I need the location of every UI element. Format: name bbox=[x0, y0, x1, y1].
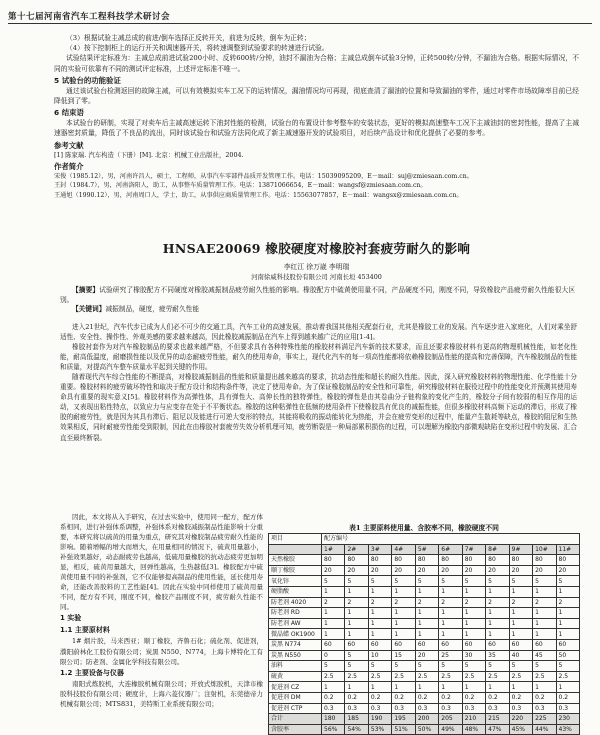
table-cell: 20 bbox=[415, 565, 438, 576]
table-cell: 2.5 bbox=[392, 671, 415, 682]
table-cell: 5 bbox=[368, 661, 391, 672]
table-cell: 1 bbox=[486, 618, 509, 629]
table-cell: 1 bbox=[462, 629, 485, 640]
author-3: 王通旭（1990.12），男，河南周口人，学士，助工，从事供应商质量管理工作。电话：15563077857，E－mail：wangsx@zmiesaan.com.cn。 bbox=[54, 191, 463, 199]
table-row bbox=[269, 629, 580, 640]
table-cell: 1 bbox=[345, 682, 368, 693]
table-cell: 0.2 bbox=[486, 692, 509, 703]
table-cell: 1 bbox=[345, 618, 368, 629]
table-cell: 5 bbox=[392, 661, 415, 672]
table-cell: 25 bbox=[439, 650, 462, 661]
table-column-header: 9# bbox=[509, 544, 532, 555]
table-cell: 5 bbox=[486, 661, 509, 672]
table-cell: 5 bbox=[556, 576, 579, 587]
table-cell: 1 bbox=[556, 608, 579, 619]
table-column-header: 7# bbox=[462, 544, 485, 555]
table-corner bbox=[269, 544, 322, 555]
table-cell: 1 bbox=[439, 618, 462, 629]
table-cell: 2 bbox=[486, 597, 509, 608]
table-cell: 1 bbox=[462, 682, 485, 693]
table-column-header: 5# bbox=[415, 544, 438, 555]
abstract-block bbox=[60, 286, 575, 315]
table-cell: 1 bbox=[533, 586, 556, 597]
table-cell: 20 bbox=[533, 565, 556, 576]
table-cell: 0 bbox=[322, 650, 345, 661]
table-cell: 1 bbox=[509, 586, 532, 597]
table-cell: 20 bbox=[368, 565, 391, 576]
table-cell: 60 bbox=[462, 639, 485, 650]
table-cell: 2.5 bbox=[509, 671, 532, 682]
table-cell: 1 bbox=[392, 629, 415, 640]
table-cell: 1 bbox=[556, 586, 579, 597]
table-cell: 43% bbox=[556, 724, 579, 735]
table-row bbox=[269, 650, 580, 661]
table-cell: 40 bbox=[509, 650, 532, 661]
table-column-header: 6# bbox=[439, 544, 462, 555]
header-rule bbox=[8, 23, 592, 24]
table-cell: 180 bbox=[322, 714, 345, 725]
body-paragraph: 进入21世纪，汽车代步已成为人们必不可少的交通工具，汽车工业的高速发展，推动着我国其他相关配套行业，尤其是橡胶工业的发展。汽车逐步进入家庭化，人们对乘坐舒适性、安全性、操作性、外观美感的要求越来越高，因此橡胶减振制品在汽车上得到越来越广泛的应用[1-4]。 bbox=[60, 323, 577, 342]
table-cell: 2 bbox=[439, 597, 462, 608]
table-cell: 2.5 bbox=[533, 671, 556, 682]
table-cell: 0.2 bbox=[509, 692, 532, 703]
table-cell: 10 bbox=[368, 650, 391, 661]
table-row-label: 防老剂 4020 bbox=[269, 597, 322, 608]
table-cell: 1 bbox=[486, 682, 509, 693]
table-row-label: 防老剂 AW bbox=[269, 618, 322, 629]
table-cell: 1 bbox=[415, 618, 438, 629]
table-row-label: 顺丁橡胶 bbox=[269, 565, 322, 576]
table-cell: 220 bbox=[509, 714, 532, 725]
table-row bbox=[269, 618, 580, 629]
table-cell: 1 bbox=[556, 629, 579, 640]
table-cell: 5 bbox=[439, 661, 462, 672]
table-cell: 1 bbox=[486, 629, 509, 640]
table-cell: 2.5 bbox=[439, 671, 462, 682]
table-row bbox=[269, 661, 580, 672]
table-cell: 50% bbox=[415, 724, 438, 735]
table-cell: 1 bbox=[392, 618, 415, 629]
table-cell: 5 bbox=[415, 576, 438, 587]
table-row bbox=[269, 639, 580, 650]
abstract-label: 【摘要】 bbox=[72, 286, 100, 294]
table-cell: 5 bbox=[556, 661, 579, 672]
table-row-label: 促进剂 DM bbox=[269, 692, 322, 703]
table-cell: 190 bbox=[368, 714, 391, 725]
table-cell: 1 bbox=[462, 618, 485, 629]
table-cell: 20 bbox=[345, 565, 368, 576]
table-cell: 35 bbox=[486, 650, 509, 661]
table-cell: 5 bbox=[509, 576, 532, 587]
table-cell: 2.5 bbox=[415, 671, 438, 682]
table-cell: 185 bbox=[345, 714, 368, 725]
table-cell: 5 bbox=[322, 661, 345, 672]
table-cell: 47% bbox=[486, 724, 509, 735]
table-cell: 215 bbox=[486, 714, 509, 725]
table-cell: 20 bbox=[509, 565, 532, 576]
table-cell: 60 bbox=[439, 639, 462, 650]
table-cell: 1 bbox=[486, 586, 509, 597]
criteria-text: 试验结果评定标准为：主减总成前进试验200小时、反转600转/分钟，油封不漏油为合格；主减总成倒车试验3分钟，正转500转/分钟，不漏油为合格。根据实际情况，不同的实验可依靠有不同的测试评定标准，上述评定标准不唯一。 bbox=[54, 54, 579, 73]
table-cell: 1 bbox=[556, 682, 579, 693]
table-body bbox=[269, 555, 580, 735]
table-cell: 5 bbox=[345, 650, 368, 661]
section-5-text: 通过该试验台检测返回的故障主减，可以有效模拟实车工况下的运转情况，漏油情况均可再现，彻底查清了漏油的位置和导致漏油的零件，通过对零件市场故障率目前已经降低到了零。 bbox=[54, 86, 579, 106]
table-column-header: 11# bbox=[556, 544, 579, 555]
table-row-label: 促进剂 CTP bbox=[269, 703, 322, 714]
table-cell: 230 bbox=[556, 714, 579, 725]
author-2: 王封（1984.7），男，河南洛阳人，助工，从事整车质量管理工作。电话：13871066654，E－mail：wangsf@zmiesaan.com.cn。 bbox=[54, 182, 427, 190]
journal-header: 第十七届河南省汽车工程科技学术研讨会 bbox=[8, 12, 171, 22]
reference-1: [1] 陈家瑞. 汽车构造（下册）[M]. 北京：机械工业出版社，2004. bbox=[54, 150, 244, 159]
table-cell: 48% bbox=[462, 724, 485, 735]
table-cell: 60 bbox=[509, 639, 532, 650]
table-cell: 20 bbox=[486, 565, 509, 576]
table-cell: 1 bbox=[345, 629, 368, 640]
table-cell: 1 bbox=[322, 586, 345, 597]
table-cell: 2 bbox=[392, 597, 415, 608]
table-row-label: 合计 bbox=[269, 714, 322, 725]
table-row-label: 促进剂 CZ bbox=[269, 682, 322, 693]
table-cell: 80 bbox=[322, 555, 345, 566]
table-cell: 2 bbox=[322, 597, 345, 608]
table-cell: 20 bbox=[392, 565, 415, 576]
authors-title: 作者简介 bbox=[54, 162, 84, 172]
table-cell: 53% bbox=[368, 724, 391, 735]
section-6-text: 本试验台的研制，实现了对卖车后主减高速运转下油封性能的检测，试验台的布置设计参考整车的安装状态，更好的模拟高速整车工况下主减油封的密封性能，提高了主减速器密封质量，降低了不良品的流出，同时该试验台和试验方法同化成了新主减速器开发的试验项目，对后续产品设计和优化提供了必要的参考。 bbox=[54, 119, 579, 138]
table-cell: 60 bbox=[345, 639, 368, 650]
table-cell: 0.3 bbox=[533, 703, 556, 714]
table-row bbox=[269, 597, 580, 608]
table-cell: 80 bbox=[486, 555, 509, 566]
table-cell: 20 bbox=[322, 565, 345, 576]
table-cell: 0.2 bbox=[439, 692, 462, 703]
table-cell: 0.3 bbox=[322, 703, 345, 714]
table-cell: 80 bbox=[533, 555, 556, 566]
table-cell: 0.2 bbox=[462, 692, 485, 703]
body-left-column bbox=[60, 512, 263, 709]
table-cell: 2.5 bbox=[368, 671, 391, 682]
table-cell: 54% bbox=[345, 724, 368, 735]
table-cell: 0.3 bbox=[439, 703, 462, 714]
table-column-header: 8# bbox=[486, 544, 509, 555]
table-row-label: 硬脂酸 bbox=[269, 586, 322, 597]
table-cell: 2 bbox=[345, 597, 368, 608]
table-row-label: 天然橡胶 bbox=[269, 555, 322, 566]
table-cell: 1 bbox=[368, 586, 391, 597]
table-cell: 60 bbox=[368, 639, 391, 650]
table-cell: 1 bbox=[392, 608, 415, 619]
table-cell: 1 bbox=[415, 608, 438, 619]
table-cell: 2 bbox=[368, 597, 391, 608]
table-cell: 1 bbox=[322, 618, 345, 629]
table-cell: 15 bbox=[392, 650, 415, 661]
table-cell: 1 bbox=[533, 682, 556, 693]
table-cell: 60 bbox=[533, 639, 556, 650]
table-cell: 1 bbox=[368, 618, 391, 629]
table-cell: 1 bbox=[439, 629, 462, 640]
table-cell: 5 bbox=[322, 576, 345, 587]
table-cell: 0.3 bbox=[392, 703, 415, 714]
table-cell: 20 bbox=[439, 565, 462, 576]
table-cell: 2.5 bbox=[345, 671, 368, 682]
table-cell: 0.2 bbox=[556, 692, 579, 703]
table-cell: 1 bbox=[368, 682, 391, 693]
table-cell: 60 bbox=[415, 639, 438, 650]
table-row-label: 氧化锌 bbox=[269, 576, 322, 587]
table-cell: 56% bbox=[322, 724, 345, 735]
table-cell: 1 bbox=[392, 682, 415, 693]
paper-affiliation: 河南徐威科技股份有限公司 河南长垣 453400 bbox=[251, 273, 382, 281]
table-cell: 5 bbox=[533, 661, 556, 672]
table-cell: 1 bbox=[415, 586, 438, 597]
table-cell: 60 bbox=[322, 639, 345, 650]
table-cell: 1 bbox=[439, 608, 462, 619]
table-cell: 0.2 bbox=[533, 692, 556, 703]
table-cell: 0.2 bbox=[368, 692, 391, 703]
table-header-group: 配方编号 bbox=[322, 534, 580, 545]
table-column-header: 2# bbox=[345, 544, 368, 555]
body-paragraph: 橡胶衬套作为对汽车橡胶制品的要求也越来越严格，不但要求具有各种特殊性能的橡胶材料满足汽车新的技术要求，而且还要求橡胶材料有更高的物理机械性能，如老化性能，耐高低温度，耐磨损性能以及优异的动态耐疲劳性能，耐久的使用寿命，事实上，现代化汽车的每一项高性能都将依赖橡胶制品性能的提高和完善保障，汽车橡胶制品的性能和质量，对提高汽车整车质量水平起到关键的作用。 bbox=[60, 343, 577, 372]
table-cell: 5 bbox=[462, 576, 485, 587]
section-5-title: 5 试验台的功能验证 bbox=[54, 75, 121, 85]
table-cell: 2 bbox=[415, 597, 438, 608]
table-cell: 80 bbox=[439, 555, 462, 566]
table-row bbox=[269, 576, 580, 587]
table-cell: 5 bbox=[533, 576, 556, 587]
table-cell: 20 bbox=[462, 565, 485, 576]
table-cell: 80 bbox=[509, 555, 532, 566]
section-1-1-title: 1.1 主要原材料 bbox=[60, 626, 110, 635]
table-cell: 80 bbox=[368, 555, 391, 566]
table-cell: 49% bbox=[439, 724, 462, 735]
table-cell: 2 bbox=[462, 597, 485, 608]
table-cell: 1 bbox=[345, 586, 368, 597]
table-row-label: 炭黑 N550 bbox=[269, 650, 322, 661]
table-row bbox=[269, 714, 580, 725]
table-cell: 1 bbox=[533, 618, 556, 629]
table-cell: 0.2 bbox=[415, 692, 438, 703]
table-header-name: 项目 bbox=[269, 534, 322, 545]
table-row-label: 油料 bbox=[269, 661, 322, 672]
table-cell: 1 bbox=[533, 608, 556, 619]
abstract-text: 试验研究了橡胶配方不同硬度对橡胶减振制品疲劳耐久性能的影响。橡胶配方中硫黄使用量不同，产品硬度不同，刚度不同，导致橡胶产品疲劳耐久性能很大区别。 bbox=[60, 286, 576, 304]
table-cell: 1 bbox=[556, 618, 579, 629]
paper-title: HNSAE20069 橡胶硬度对橡胶衬套疲劳耐久的影响 bbox=[162, 241, 471, 256]
table-cell: 1 bbox=[509, 629, 532, 640]
table-column-header: 1# bbox=[322, 544, 345, 555]
table-cell: 5 bbox=[345, 576, 368, 587]
table-cell: 20 bbox=[415, 650, 438, 661]
table-cell: 5 bbox=[509, 661, 532, 672]
table-cell: 0.3 bbox=[462, 703, 485, 714]
table-row bbox=[269, 692, 580, 703]
table-cell: 1 bbox=[368, 629, 391, 640]
body-fullwidth bbox=[60, 322, 577, 443]
body-paragraph: 随着现代汽车综合性能的不断提高，对橡胶减振制品的性能和质量提出越来越高的要求，抗动态性能和超长的耐久性能。因此，深入研究橡胶材料的物理性能、化学性能十分重要。橡胶材料的疲劳破坏特性和取决于配方设计和结构条件等，决定了使用寿命。为了保证橡胶制品的安全性和可靠性，研究橡胶材料在服役过程中的性能变化并预测其使用寿命具有重要的现实意义[5]。橡胶材料作为高弹性体，具有弹性大、高伸长性的独特弹性，橡胶的弹性是由其卷曲分子链构象的变化产生的，橡胶分子间有较弱的相互作用的运动，又表现出粘性特点，以致应力与应变存在处于不平衡状态。橡胶的这种粘弹性在低频的使用条件下使橡胶具有优良的减振性能，但很多橡胶材料高频下运动的滞后，形成了橡胶的耐疲劳性，就是因为其具有滞后、阻尼以及能进行可逆大变形的特点，其能将吸收的振动能转化为热能，并会在疲劳变形的过程中，能量产生散耗等缺点，橡胶的阻尼和生热效果相反，同时耐疲劳性能受到限制，因此在由橡胶衬套疲劳失效分析机理可知，疲劳断裂是一种局部累积损伤的过程，可以理解为橡胶内部微观缺陷在变形过程中的发展、汇合直至最终断裂。 bbox=[60, 373, 577, 442]
table-cell: 30 bbox=[462, 650, 485, 661]
table-cell: 1 bbox=[392, 586, 415, 597]
intro-paragraph: 因此，本文将从入手研究，在过去实验中，使用同一配方，配方体系相同，进行补强体系调整，补强体系对橡胶减振制品性能影响十分重要，本研究将以硫黄的用量为重点，研究其对橡胶制品疲劳耐久性能的影响。随着增幅的增大而增大，在用量相同的情况下，硫黄用量越小，补强效果越好，动态耐疲劳也越高，低硫用量橡胶的抗动态疲劳更加明显，相反，硫黄用量越大，回弹性越高，生热越低[3]。橡胶配方中硫黄使用量不同的补强剂，它不仅能够提高制品的使用性能，延长使用寿命，还能改善胶料的工艺性能[4]。因此在实验中同样使用了硫黄用量不同，配方有不同，刚度不同，橡胶产品刚度不同，疲劳耐久性能不同。 bbox=[60, 513, 263, 612]
table-cell: 1 bbox=[462, 608, 485, 619]
table-cell: 2 bbox=[509, 597, 532, 608]
table-cell: 5 bbox=[486, 576, 509, 587]
equipment-text: 南阳式炼胶机，大连橡胶机械有限公司；开放式炼胶机，天津市橡胶科技股份有限公司；硬度计，上海六菱仪器厂；注射机，东莞德帝力机械有限公司；MTS831，美特斯工业系统有限公司； bbox=[60, 679, 263, 708]
table-row-label: 含胶率 bbox=[269, 724, 322, 735]
table-cell: 2 bbox=[533, 597, 556, 608]
table-row bbox=[269, 703, 580, 714]
table-row-label: 硫黄 bbox=[269, 671, 322, 682]
table-row-label: 炭黑 N774 bbox=[269, 639, 322, 650]
table-cell: 195 bbox=[392, 714, 415, 725]
table-cell: 20 bbox=[556, 565, 579, 576]
step-4: （4）按下控制柜上的运行开关和调速器开关，将转速调整到试验要求的转速进行试验。 bbox=[66, 44, 329, 53]
table-cell: 0.2 bbox=[345, 692, 368, 703]
table-cell: 1 bbox=[439, 586, 462, 597]
previous-paper-section bbox=[54, 33, 579, 200]
section-1-2-title: 1.2 主要设备与仪器 bbox=[60, 668, 124, 677]
table-cell: 44% bbox=[533, 724, 556, 735]
table-cell: 80 bbox=[556, 555, 579, 566]
table-cell: 1 bbox=[368, 608, 391, 619]
table-cell: 1 bbox=[509, 608, 532, 619]
table-column-header: 4# bbox=[392, 544, 415, 555]
table-cell: 0.3 bbox=[345, 703, 368, 714]
table-group-row bbox=[269, 534, 580, 545]
table-cell: 1 bbox=[533, 629, 556, 640]
table-cell: 0.2 bbox=[322, 692, 345, 703]
table-title: 表1 主要原料使用量、含胶率不同，橡胶硬度不同 bbox=[349, 524, 499, 532]
table-cell: 1 bbox=[415, 682, 438, 693]
materials-text: 1# 烟片胶，马来西亚；顺丁橡胶，齐鲁石化；硫化剂、促进剂，濮阳蔚林化工股份有限公司；炭黑 N550、N774，上海卡博特化工有限公司；防老剂、金属化学科技有限公司。 bbox=[60, 637, 263, 666]
table-cell: 2.5 bbox=[486, 671, 509, 682]
table-cell: 60 bbox=[556, 639, 579, 650]
table-cell: 1 bbox=[462, 586, 485, 597]
table-cell: 80 bbox=[462, 555, 485, 566]
table-cell: 225 bbox=[533, 714, 556, 725]
formula-table bbox=[268, 533, 580, 735]
paper-authors: 李红江 徐万崴 李明瑞 bbox=[283, 263, 350, 271]
table-cell: 200 bbox=[415, 714, 438, 725]
table-cell: 5 bbox=[462, 661, 485, 672]
table-column-row bbox=[269, 544, 580, 555]
formula-table-wrap bbox=[268, 522, 580, 735]
table-cell: 1 bbox=[509, 682, 532, 693]
table-cell: 0.3 bbox=[486, 703, 509, 714]
step-3: （3）根据试验主减总成的前进/倒车选择正反转开关，前进为反转，倒车为正转； bbox=[66, 34, 311, 42]
section-1-title: 1 实验 bbox=[60, 614, 82, 623]
table-cell: 205 bbox=[439, 714, 462, 725]
table-row-label: 防老剂 RD bbox=[269, 608, 322, 619]
table-cell: 60 bbox=[486, 639, 509, 650]
table-cell: 0.3 bbox=[368, 703, 391, 714]
table-cell: 5 bbox=[345, 661, 368, 672]
table-column-header: 10# bbox=[533, 544, 556, 555]
table-row bbox=[269, 671, 580, 682]
table-cell: 1 bbox=[322, 629, 345, 640]
table-cell: 0.3 bbox=[509, 703, 532, 714]
section-6-title: 6 结束语 bbox=[54, 108, 84, 118]
table-cell: 1 bbox=[322, 682, 345, 693]
table-cell: 2.5 bbox=[556, 671, 579, 682]
table-cell: 50 bbox=[556, 650, 579, 661]
table-cell: 0.3 bbox=[415, 703, 438, 714]
table-cell: 45% bbox=[509, 724, 532, 735]
table-row bbox=[269, 682, 580, 693]
table-cell: 2 bbox=[556, 597, 579, 608]
table-cell: 51% bbox=[392, 724, 415, 735]
table-cell: 5 bbox=[368, 576, 391, 587]
table-cell: 80 bbox=[392, 555, 415, 566]
table-cell: 5 bbox=[415, 661, 438, 672]
table-cell: 2.5 bbox=[462, 671, 485, 682]
table-row bbox=[269, 565, 580, 576]
keywords-label: 【关键词】 bbox=[72, 305, 106, 314]
table-cell: 1 bbox=[439, 682, 462, 693]
references-title: 参考文献 bbox=[54, 140, 84, 150]
table-row bbox=[269, 555, 580, 566]
table-cell: 80 bbox=[415, 555, 438, 566]
table-row bbox=[269, 724, 580, 735]
table-cell: 1 bbox=[345, 608, 368, 619]
table-cell: 60 bbox=[392, 639, 415, 650]
table-cell: 5 bbox=[439, 576, 462, 587]
table-cell: 5 bbox=[392, 576, 415, 587]
keywords-text: 减振制品，硬度，疲劳耐久性能 bbox=[105, 305, 200, 314]
table-cell: 1 bbox=[415, 629, 438, 640]
table-cell: 80 bbox=[345, 555, 368, 566]
table-cell: 45 bbox=[533, 650, 556, 661]
table-cell: 1 bbox=[322, 608, 345, 619]
table-cell: 1 bbox=[509, 618, 532, 629]
table-cell: 0.3 bbox=[556, 703, 579, 714]
table-column-header: 3# bbox=[368, 544, 391, 555]
table-row bbox=[269, 586, 580, 597]
table-row-label: 微晶蜡 OK1900 bbox=[269, 629, 322, 640]
author-1: 宋俊（1985.12），男，河南许昌人，硕士，工程师，从事汽车零部件品质开发管理工作。电话：15039095209，E－mail：suj@zmiesaan.com.cn。 bbox=[54, 173, 473, 181]
table-cell: 0.2 bbox=[392, 692, 415, 703]
table-cell: 210 bbox=[462, 714, 485, 725]
table-row bbox=[269, 608, 580, 619]
table-cell: 2.5 bbox=[322, 671, 345, 682]
table-cell: 1 bbox=[486, 608, 509, 619]
